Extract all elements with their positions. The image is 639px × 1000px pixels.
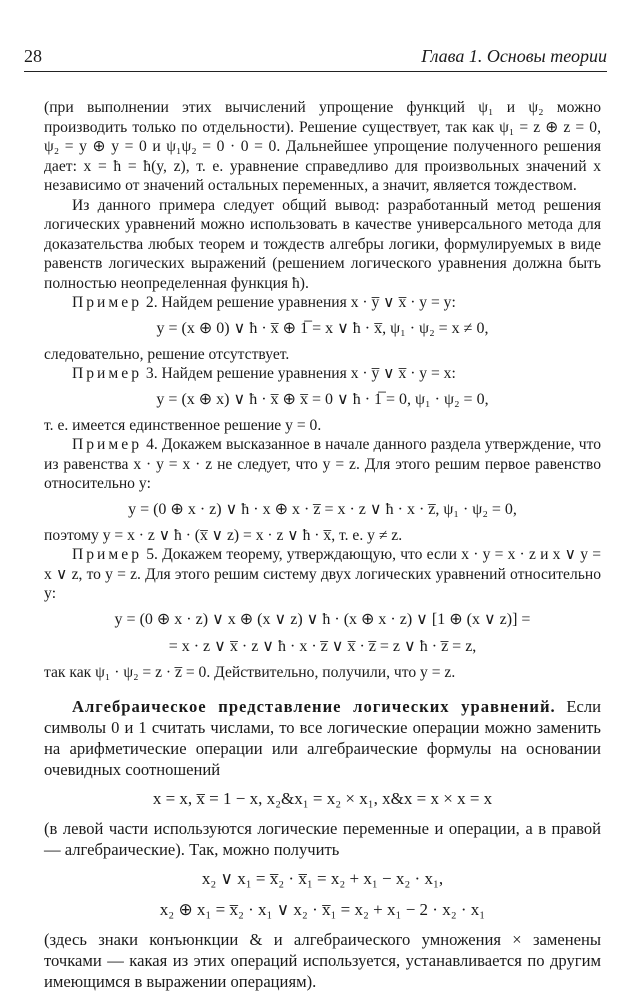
example-5-text: 5. Докажем теорему, утверждающую, что если x · y = x · z и x ∨ y = x ∨ z, то y = z. Для этого решим систему двух логических уравнений относительно y: bbox=[44, 546, 601, 602]
example-3-conclusion: т. е. имеется единственное решение y = 0. bbox=[44, 416, 322, 434]
example-4-text: 4. Докажем высказанное в начале данного раздела утверждение, что из равенства x · y = x · z не следует, что y = z. Для этого решим первое равенство относительно y: bbox=[44, 436, 601, 492]
running-header bbox=[24, 40, 607, 70]
header-rule bbox=[24, 71, 607, 72]
equation-or: x₂ ∨ x₁ = x̅₂ · x̅₁ = x₂ + x₁ − x₂ · x₁, bbox=[201, 869, 444, 888]
example-3-text: 3. Найдем решение уравнения x · y̅ ∨ x̅ · y = x: bbox=[142, 365, 456, 382]
example-5-label: Пример bbox=[72, 546, 142, 563]
example-2-conclusion: следовательно, решение отсутствует. bbox=[44, 345, 290, 363]
equation-xor: x₂ ⊕ x₁ = x̅₂ · x₁ ∨ x₂ · x̅₁ = x₂ + x₁ − 2 · x₂ · x₁ bbox=[159, 900, 486, 919]
section-title: Алгебраическое представление логических уравнений. bbox=[72, 697, 556, 716]
example-3 bbox=[44, 364, 601, 384]
example-4 bbox=[44, 435, 601, 494]
equation-2: y = (x ⊕ 0) ∨ ħ · x̅ ⊕ 1̅ = x ∨ ħ · x̅, ψ₁ · ψ₂ = x ≠ 0, bbox=[156, 319, 489, 337]
example-2 bbox=[44, 293, 601, 313]
paragraph-1: (при выполнении этих вычислений упрощение функций ψ₁ и ψ₂ можно производить только по отдельности). Решение существует, так как ψ₁ = z ⊕ z = 0, ψ₂ = y ⊕ y = 0 и ψ₁ψ₂ = 0 · 0 = 0. Дальнейшее упрощение полученного решения дает: x = ħ = ħ(y, z), т. е. уравнение справедливо для произвольных значений x независимо от значений остальных переменных, а значит, является тождеством. bbox=[44, 99, 601, 194]
example-3-label: Пример bbox=[72, 365, 142, 382]
page-number: 28 bbox=[24, 46, 42, 66]
equation-5a: y = (0 ⊕ x · z) ∨ x ⊕ (x ∨ z) ∨ ħ · (x ⊕ x · z) ∨ [1 ⊕ (x ∨ z)] = bbox=[114, 610, 531, 628]
equation-5b: = x · z ∨ x̅ · z ∨ ħ · x · z̅ ∨ x̅ · z̅ = z ∨ ħ · z̅ = z, bbox=[168, 637, 477, 655]
equation-3: y = (x ⊕ x) ∨ ħ · x̅ ⊕ x̅ = 0 ∨ ħ · 1̅ = 0, ψ₁ · ψ₂ = 0, bbox=[156, 390, 489, 408]
example-4-label: Пример bbox=[72, 436, 142, 453]
example-4-conclusion: поэтому y = x · z ∨ ħ · (x̅ ∨ z) = x · z ∨ ħ · x̅, т. е. y ≠ z. bbox=[44, 526, 403, 544]
example-5-conclusion: так как ψ₁ · ψ₂ = z · z̅ = 0. Действительно, получили, что y = z. bbox=[44, 663, 456, 681]
example-2-label: Пример bbox=[72, 294, 142, 311]
paragraph-2: Из данного примера следует общий вывод: разработанный метод решения логических уравнений можно использовать в качестве универсального метода для доказательства любых теорем и тождеств алгебры логики, формулируемых в виде равенств логических выражений (решением логического уравнения должна быть полностью неопределенная функция ħ). bbox=[44, 196, 601, 292]
paragraph-3: (в левой части используются логические переменные и операции, а в правой — алгебраические). Так, можно получить bbox=[44, 819, 601, 859]
equation-4: y = (0 ⊕ x · z) ∨ ħ · x ⊕ x · z̅ = x · z ∨ ħ · x · z̅, ψ₁ · ψ₂ = 0, bbox=[128, 500, 517, 518]
equation-identities: x = x, x̅ = 1 − x, x₂&x₁ = x₂ × x₁, x&x = x × x = x bbox=[152, 789, 493, 808]
example-2-text: 2. Найдем решение уравнения x · y̅ ∨ x̅ · y = y: bbox=[142, 294, 456, 311]
section-paragraph bbox=[44, 696, 601, 780]
chapter-title: Глава 1. Основы теории bbox=[421, 46, 607, 66]
example-5 bbox=[44, 545, 601, 604]
paragraph-4: (здесь знаки конъюнкции & и алгебраического умножения × заменены точками — какая из этих операций используется, устанавливается по другим имеющимся в выражении операциям). bbox=[44, 930, 601, 991]
section-text: Если символы 0 и 1 считать числами, то все логические операции можно заменить на арифметические операции или алгебраические формулы на основании очевидных соотношений bbox=[44, 697, 601, 779]
page-body bbox=[44, 98, 601, 992]
